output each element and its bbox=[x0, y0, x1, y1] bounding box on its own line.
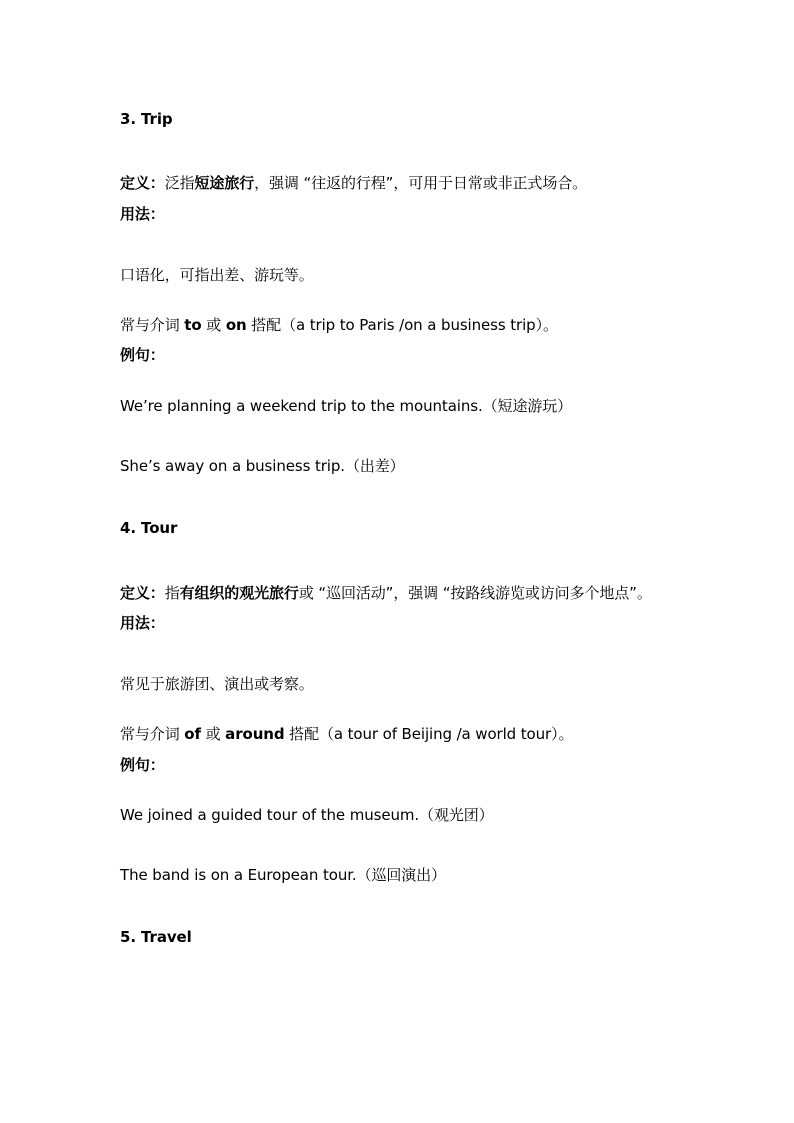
example-trip-2: She’s away on a business trip.（出差） bbox=[120, 457, 405, 475]
usage-text-mid: 或 bbox=[200, 725, 226, 743]
usage-text-pre: 常与介词 bbox=[120, 725, 185, 743]
definition-text-post: ，强调 “往返的行程”，可用于日常或非正式场合。 bbox=[254, 174, 588, 192]
usage-keyword-2: around bbox=[225, 725, 285, 743]
definition-label: 定义： bbox=[120, 174, 165, 192]
example-trip-1: We’re planning a weekend trip to the mountains.（短途游玩） bbox=[120, 397, 573, 415]
usage-label-text: 用法： bbox=[120, 614, 165, 632]
usage-label-text: 用法： bbox=[120, 205, 165, 223]
usage-text-pre: 常与介词 bbox=[120, 316, 185, 334]
definition-line-tour bbox=[120, 583, 652, 603]
usage-item-trip-2 bbox=[120, 315, 558, 335]
usage-text-post: 搭配（a trip to Paris /on a business trip）。 bbox=[246, 316, 558, 334]
definition-line-trip bbox=[120, 173, 587, 193]
usage-text-mid: 或 bbox=[201, 316, 226, 334]
usage-text-post: 搭配（a tour of Beijing /a world tour）。 bbox=[284, 725, 574, 743]
usage-item-tour-1: 常见于旅游团、演出或考察。 bbox=[120, 675, 314, 693]
example-label-text: 例句： bbox=[120, 756, 165, 774]
section-heading-travel: 5. Travel bbox=[120, 928, 192, 946]
example-tour-2: The band is on a European tour.（巡回演出） bbox=[120, 866, 446, 884]
usage-item-tour-2 bbox=[120, 724, 573, 744]
example-label-trip bbox=[120, 345, 165, 365]
definition-text-post: 或 “巡回活动”，强调 “按路线游览或访问多个地点”。 bbox=[298, 584, 652, 602]
example-label-text: 例句： bbox=[120, 346, 165, 364]
section-heading-trip: 3. Trip bbox=[120, 110, 173, 128]
definition-text-pre: 指 bbox=[164, 584, 180, 602]
example-label-tour bbox=[120, 755, 165, 775]
definition-text-bold: 有组织的观光旅行 bbox=[179, 584, 299, 602]
definition-text-pre: 泛指 bbox=[164, 174, 195, 192]
definition-label: 定义： bbox=[120, 584, 165, 602]
usage-keyword-2: on bbox=[225, 316, 247, 334]
example-tour-1: We joined a guided tour of the museum.（观光团） bbox=[120, 806, 494, 824]
usage-label-tour bbox=[120, 613, 165, 633]
section-heading-tour: 4. Tour bbox=[120, 519, 178, 537]
usage-keyword-1: to bbox=[184, 316, 202, 334]
usage-item-trip-1: 口语化，可指出差、游玩等。 bbox=[120, 266, 314, 284]
usage-label-trip bbox=[120, 204, 165, 224]
usage-keyword-1: of bbox=[184, 725, 201, 743]
definition-text-bold: 短途旅行 bbox=[194, 174, 255, 192]
